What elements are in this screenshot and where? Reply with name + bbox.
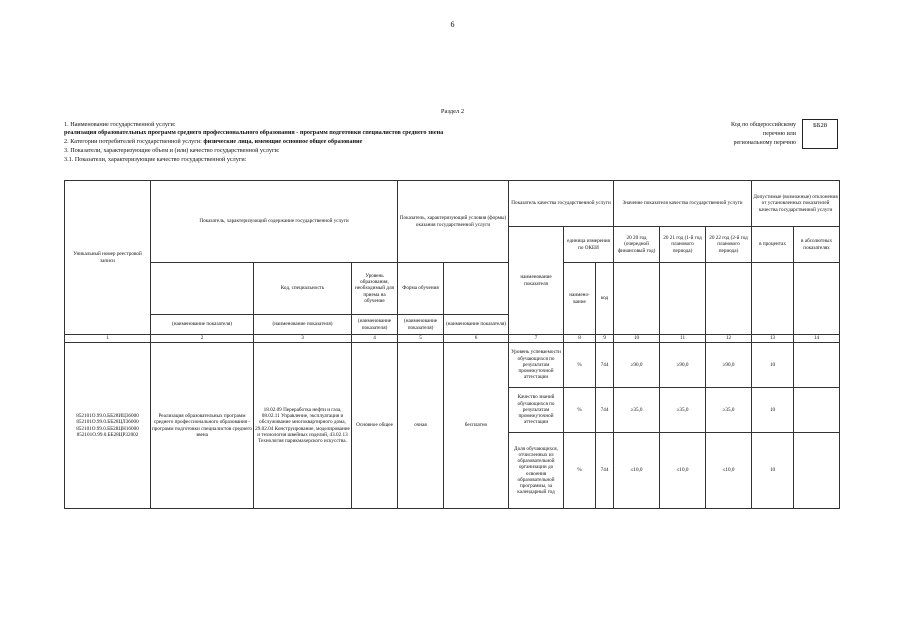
deviation-absolute: [794, 343, 840, 388]
header-edu-level: Уровень образования, необходимый для приема на обучение: [352, 263, 398, 315]
consumer-category-value: физические лица, имеющие основное общее образование: [203, 138, 363, 145]
header-empty: [752, 263, 794, 335]
quality-value-year2: ≤10,0: [660, 433, 706, 509]
header-code-spec: Код, специальность: [254, 263, 352, 315]
deviation-percent: 10: [752, 343, 794, 388]
header-indicator-name-sub: (наименование показателя): [151, 315, 254, 335]
column-number: 6: [444, 335, 509, 343]
header-unit-code: код: [596, 263, 614, 335]
section-title: Раздел 2: [440, 108, 465, 115]
column-number: 13: [752, 335, 794, 343]
table-row: [65, 343, 840, 388]
header-percent: в процентах: [752, 227, 794, 263]
quality-name: Качество знаний обучающихся по результатам промежуточной аттестации: [509, 388, 564, 433]
deviation-absolute: [794, 388, 840, 433]
column-number: 11: [660, 335, 706, 343]
okud-label: [700, 121, 796, 148]
deviation-absolute: [794, 433, 840, 509]
column-number: 1: [65, 335, 151, 343]
quality-indicators-label: 3.1. Показатели, характеризующие качество государственной услуги:: [64, 156, 247, 163]
column-number: 12: [706, 335, 752, 343]
header-indicator-name-sub: (наименование показателя): [398, 315, 444, 335]
header-year3: 20 22 год (2-й год планового периода): [706, 227, 752, 263]
header-quality-indicator: Показатель качества государственной услуги: [509, 181, 614, 227]
quality-unit: %: [564, 343, 596, 388]
program-name: Реализация образовательных программ среднего профессионального образования - программ подготовки специалистов среднего звена: [151, 343, 254, 509]
header-empty: [660, 263, 706, 335]
column-number: 5: [398, 335, 444, 343]
header-quality-value: Значение показателя качества государственной услуги: [614, 181, 752, 227]
column-number: 4: [352, 335, 398, 343]
education-level: Основное общее: [352, 343, 398, 509]
header-deviation: Допустимые (возможные) отклонения от установленных показателей качества государственной услуги: [752, 181, 840, 227]
study-form: очная: [398, 343, 444, 509]
header-empty: [444, 263, 509, 315]
column-number: 10: [614, 335, 660, 343]
indicators-label: 3. Показатели, характеризующие объем и (или) качество государственной услуги:: [64, 147, 280, 154]
column-number: 14: [794, 335, 840, 343]
header-indicator-name-sub: (наименование показателя): [254, 315, 352, 335]
registry-numbers: 852101О.99.0.ББ28ИЦ36000 852101О.99.0.ББ28ЦЛ36000 852101О.99.0.ББ28ЦН16000 852101О.99.0.ББ28ЦР32002: [65, 343, 151, 509]
header-indicator-name-sub: (наименование показателя): [444, 315, 509, 335]
header-empty: [151, 263, 254, 315]
quality-table: [64, 180, 840, 509]
deviation-percent: 10: [752, 388, 794, 433]
consumer-category-label: 2. Категории потребителей государственной услуги:: [64, 138, 202, 145]
quality-name: Уровень успеваемости обучающихся по результатам промежуточной аттестации: [509, 343, 564, 388]
header-indicator-name: наименование показателя: [509, 227, 564, 335]
deviation-percent: 10: [752, 433, 794, 509]
quality-value-year3: ≥35,0: [706, 388, 752, 433]
header-empty: [614, 263, 660, 335]
column-number: 7: [509, 335, 564, 343]
okud-label-line2: перечню или: [762, 131, 796, 137]
header-empty: [706, 263, 752, 335]
header-year2: 20 21 год (1-й год планового периода): [660, 227, 706, 263]
header-indicator-name-sub: (наименование показателя): [352, 315, 398, 335]
header-content-indicator: Показатель, характеризующий содержание государственной услуги: [151, 181, 398, 263]
quality-code: 744: [596, 388, 614, 433]
header-unit-okei: единица измерения по ОКЕИ: [564, 227, 614, 263]
service-name-value: реализация образовательных программ среднего профессионального образования - программ подготовки специалистов среднего звена: [64, 129, 444, 136]
header-conditions-indicator: Показатель, характеризующий условия (формы) оказания государственной услуги: [398, 181, 509, 263]
column-number: 3: [254, 335, 352, 343]
column-number-row: [65, 335, 840, 343]
okud-label-line1: Код по общероссийскому: [731, 122, 796, 128]
quality-unit: %: [564, 433, 596, 509]
okud-label-line3: региональному перечню: [733, 140, 796, 146]
fee-type: бесплатно: [444, 343, 509, 509]
header-empty: [794, 263, 840, 335]
quality-value-year2: ≥35,0: [660, 388, 706, 433]
column-number: 8: [564, 335, 596, 343]
service-name-label: 1. Наименование государственной услуги:: [64, 121, 176, 128]
specialities: 18.02.09 Переработка нефти и газа, 08.02.11 Управление, эксплуатация и обслуживание многоквартирного дома, 29.02.04 Конструирование, моделирование и технология швейных изделий, 43.02.13 Технология парикмахерского искусства.: [254, 343, 352, 509]
quality-value-year1: ≥35,0: [614, 388, 660, 433]
okud-code-box: ББ28: [802, 119, 838, 149]
header-registry-number: Уникальный номер реестровой записи: [65, 181, 151, 335]
quality-value-year3: ≥90,0: [706, 343, 752, 388]
quality-code: 744: [596, 343, 614, 388]
quality-value-year3: ≤10,0: [706, 433, 752, 509]
header-absolute: в абсолютных показателях: [794, 227, 840, 263]
consumer-category: [64, 138, 362, 145]
header-year1: 20 20 год (очередной финансовый год): [614, 227, 660, 263]
quality-value-year1: ≤10,0: [614, 433, 660, 509]
quality-value-year1: ≥90,0: [614, 343, 660, 388]
header-form: Форма обучения: [398, 263, 444, 315]
quality-value-year2: ≥90,0: [660, 343, 706, 388]
column-number: 2: [151, 335, 254, 343]
header-unit-name: наимено-вание: [564, 263, 596, 335]
column-number: 9: [596, 335, 614, 343]
quality-name: Доля обучающихся, отчисленных из образовательной организации до освоения образовательной программы, за календарный год: [509, 433, 564, 509]
page-number: 6: [450, 20, 455, 29]
quality-code: 744: [596, 433, 614, 509]
quality-unit: %: [564, 388, 596, 433]
